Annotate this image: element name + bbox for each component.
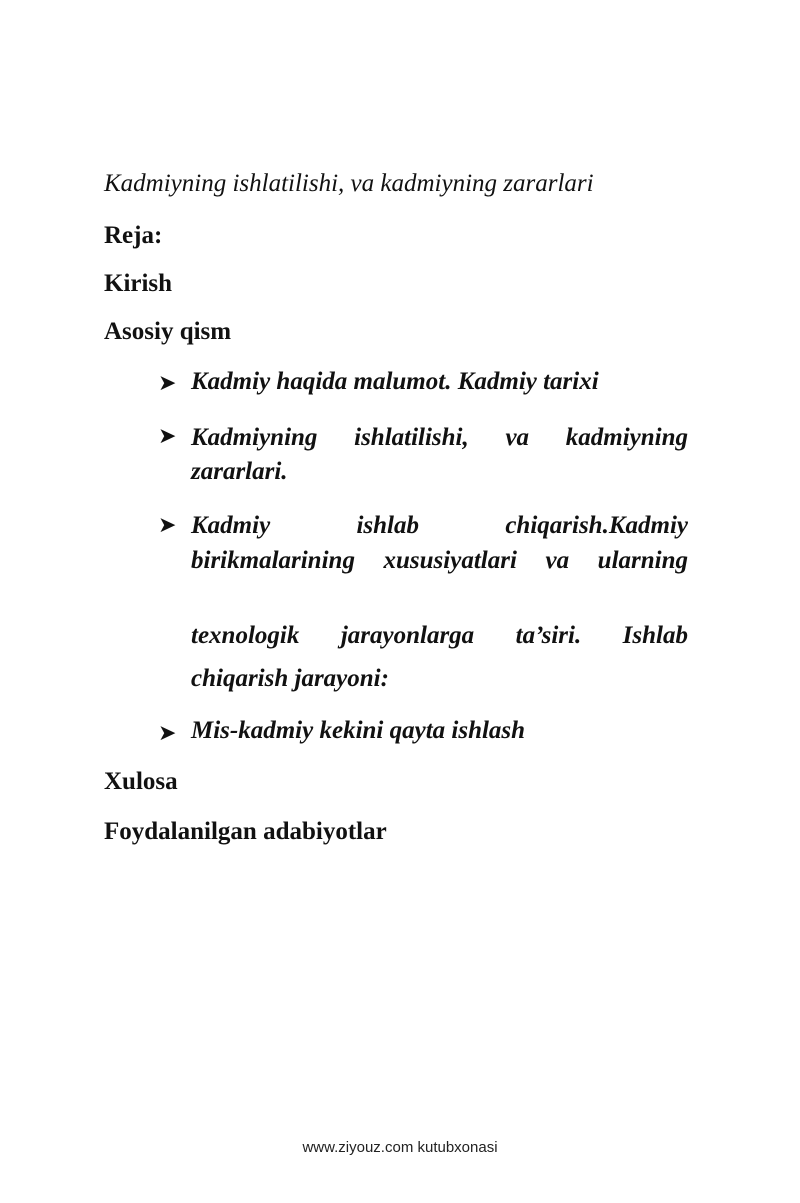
plan-item-3 <box>191 508 688 696</box>
plan-item-2-line-1: Kadmiyning ishlatilishi, va kadmiyning <box>191 424 688 451</box>
document-title: Kadmiyning ishlatilishi, va kadmiyning zararlari <box>104 170 594 197</box>
plan-item-3-line-3: texnologik jarayonlarga ta’siri. Ishlab <box>191 622 688 649</box>
plan-item-3-line-4: chiqarish jarayoni: <box>191 665 389 692</box>
plan-item-1-line-1: Kadmiy haqida malumot. Kadmiy tarixi <box>191 368 599 395</box>
arrowhead-bullet-icon: ➤ <box>158 512 177 537</box>
footer-source-text: www.ziyouz.com kutubxonasi <box>302 1139 498 1156</box>
conclusion-heading: Xulosa <box>104 768 178 795</box>
arrowhead-bullet-icon: ➤ <box>158 720 177 745</box>
plan-item-3-line-1: Kadmiy ishlab chiqarish.Kadmiy <box>191 512 688 539</box>
intro-heading: Kirish <box>104 270 173 297</box>
plan-item-4-line-1: Mis-kadmiy kekini qayta ishlash <box>191 717 526 744</box>
plan-item-2-line-2: zararlari. <box>191 458 288 485</box>
plan-item-2 <box>191 421 688 489</box>
references-heading: Foydalanilgan adabiyotlar <box>104 818 387 845</box>
plan-item-3-line-2: birikmalarining xususiyatlari va ularning <box>191 547 688 574</box>
main-part-heading: Asosiy qism <box>104 318 232 345</box>
arrowhead-bullet-icon: ➤ <box>158 370 177 395</box>
arrowhead-bullet-icon: ➤ <box>158 423 177 448</box>
plan-item-1 <box>191 368 688 396</box>
plan-item-4 <box>191 717 688 745</box>
plan-heading: Reja: <box>104 222 163 249</box>
